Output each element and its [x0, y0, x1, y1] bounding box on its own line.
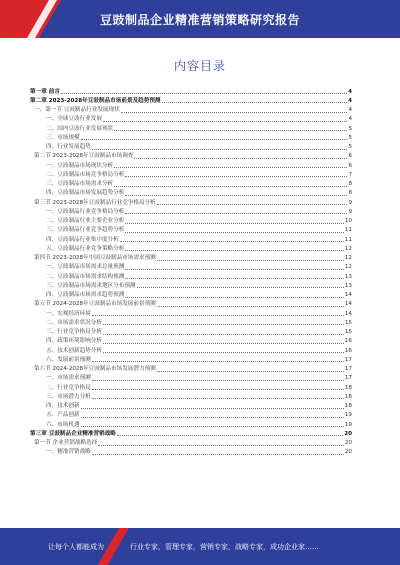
- toc-entry[interactable]: [30, 401, 352, 410]
- toc-entry-page: 20: [344, 440, 352, 447]
- footer-slogan-right: 行业专家，管理专家，营销专家，战略专家，成功企业家……: [130, 543, 319, 551]
- toc-leader-dots: [125, 223, 344, 224]
- toc-entry[interactable]: [30, 225, 352, 234]
- toc-leader-dots: [114, 167, 347, 168]
- toc-leader-dots: [103, 121, 347, 122]
- toc-entry-page: 17: [344, 356, 352, 363]
- toc-leader-dots: [162, 102, 348, 103]
- toc-entry[interactable]: [30, 290, 352, 299]
- toc-entry[interactable]: [30, 86, 352, 95]
- toc-leader-dots: [98, 445, 344, 446]
- toc-entry-page: 8: [348, 190, 352, 197]
- toc-entry-title: 第六节 2024-2028年豆豉制品市场发展潜力预测: [34, 366, 156, 373]
- toc-entry[interactable]: [30, 105, 352, 114]
- toc-entry-title: 二、行业竞争格局: [46, 384, 91, 391]
- toc-leader-dots: [117, 435, 343, 436]
- toc-leader-dots: [125, 297, 344, 298]
- toc-leader-dots: [125, 232, 344, 233]
- toc-entry-title: 第三节 2023-2028年豆豉制品行业竞争格局分析: [34, 199, 156, 206]
- toc-entry[interactable]: [30, 169, 352, 178]
- toc-entry-page: 14: [344, 310, 352, 317]
- toc-entry[interactable]: [30, 299, 352, 308]
- footer-banner: [0, 528, 400, 565]
- toc-entry-title: 三、行业竞争格局分析: [46, 329, 102, 336]
- toc-entry-title: 三、市场规模: [46, 134, 80, 141]
- report-title: 豆豉制品企业精准营销策略研究报告: [99, 13, 300, 27]
- toc-entry[interactable]: [30, 95, 352, 104]
- toc-entry-page: 16: [344, 338, 352, 345]
- toc-leader-dots: [134, 158, 347, 159]
- toc-entry[interactable]: [30, 262, 352, 271]
- toc-entry[interactable]: [30, 280, 352, 289]
- toc-entry-title: 第一节 企业营销战略选择: [34, 440, 98, 447]
- toc-entry-title: 二、豆豉制品市场需求结构预测: [46, 273, 125, 280]
- toc-leader-dots: [157, 306, 344, 307]
- toc-entry[interactable]: [30, 234, 352, 243]
- toc-entry[interactable]: [30, 391, 352, 400]
- toc-leader-dots: [61, 93, 347, 94]
- toc-entry-title: 六、发展前景预测: [46, 356, 91, 363]
- toc-leader-dots: [125, 195, 347, 196]
- toc-entry-page: 20: [344, 430, 352, 437]
- toc-leader-dots: [157, 204, 348, 205]
- toc-leader-dots: [81, 408, 344, 409]
- toc-entry-page: 18: [344, 393, 352, 400]
- toc-entry-page: 19: [344, 412, 352, 419]
- toc-entry[interactable]: [30, 336, 352, 345]
- toc-leader-dots: [103, 324, 344, 325]
- toc-entry[interactable]: [30, 206, 352, 215]
- toc-entry-title: 四、豆豉制品市场发展趋势分析: [46, 190, 125, 197]
- toc-entry[interactable]: [30, 243, 352, 252]
- toc-entry-title: 五、产品创新: [46, 412, 80, 419]
- toc-leader-dots: [157, 260, 344, 261]
- toc-entry[interactable]: [30, 114, 352, 123]
- toc-entry[interactable]: [30, 317, 352, 326]
- toc-leader-dots: [114, 186, 347, 187]
- toc-entry-page: 5: [348, 134, 352, 141]
- toc-entry-page: 14: [344, 301, 352, 308]
- toc-leader-dots: [92, 361, 344, 362]
- toc-leader-dots: [121, 112, 348, 113]
- toc-leader-dots: [92, 454, 344, 455]
- toc-leader-dots: [120, 241, 344, 242]
- toc-entry-page: 19: [344, 421, 352, 428]
- toc-entry[interactable]: [30, 123, 352, 132]
- toc-entry-page: 17: [344, 375, 352, 382]
- toc-entry-page: 5: [348, 125, 352, 132]
- toc-entry-title: 一、豆豉制品行业竞争格局分析: [46, 208, 125, 215]
- header-banner: [0, 0, 400, 38]
- toc-leader-dots: [92, 380, 344, 381]
- toc-entry-title: 四、豆豉制品行业集中度分析: [46, 236, 119, 243]
- toc-entry-title: 三、市场潜力分析: [46, 393, 91, 400]
- toc-entry[interactable]: [30, 438, 352, 447]
- toc-leader-dots: [125, 278, 344, 279]
- toc-entry-title: 一、精准营销战略: [46, 449, 91, 456]
- toc-entry[interactable]: [30, 216, 352, 225]
- toc-entry-page: 10: [344, 218, 352, 225]
- toc-leader-dots: [92, 315, 344, 316]
- toc-entry-title: 一、市场需求预测: [46, 375, 91, 382]
- toc-entry-page: 15: [344, 319, 352, 326]
- toc-leader-dots: [137, 287, 344, 288]
- toc-entry[interactable]: [30, 197, 352, 206]
- toc-entry-title: 二、市场需求状况分析: [46, 319, 102, 326]
- toc-leader-dots: [92, 398, 344, 399]
- toc-entry-title: 第二章 2023-2028年豆豉制品市场前景及趋势预测: [30, 97, 161, 104]
- toc-entry-page: 9: [348, 208, 352, 215]
- toc-entry[interactable]: [30, 382, 352, 391]
- toc-entry-page: 20: [344, 449, 352, 456]
- toc-entry[interactable]: [30, 132, 352, 141]
- toc-entry-title: 第五节 2024-2028年豆豉制品市场发展前景预测: [34, 301, 156, 308]
- toc-entry-page: 4: [348, 107, 352, 114]
- toc-entry[interactable]: [30, 160, 352, 169]
- toc-entry[interactable]: [30, 419, 352, 428]
- toc-entry[interactable]: [30, 151, 352, 160]
- toc-entry-page: 6: [348, 153, 352, 160]
- toc-entry-title: 一、第一节 豆豉制品行业发展现状: [34, 107, 120, 114]
- toc-entry-title: 四、技术创新: [46, 403, 80, 410]
- toc-entry-page: 12: [344, 245, 352, 252]
- toc-heading: 内容目录: [173, 59, 226, 73]
- toc-entry-title: 二、国内豆豉行业发展现状: [46, 125, 114, 132]
- toc-entry-page: 18: [344, 403, 352, 410]
- toc-entry-page: 4: [348, 88, 352, 95]
- toc-leader-dots: [125, 250, 344, 251]
- toc-entry-page: 7: [348, 171, 352, 178]
- toc-entry-title: 四、豆豉制品市场需求趋势预测: [46, 292, 125, 299]
- toc-entry[interactable]: [30, 253, 352, 262]
- toc-entry-title: 三、豆豉制品行业竞争趋势分析: [46, 227, 125, 234]
- toc-entry-title: 第四节 2023-2028年中国豆豉制品市场需求预测: [34, 255, 156, 262]
- toc-leader-dots: [125, 176, 347, 177]
- toc-entry[interactable]: [30, 447, 352, 456]
- toc-entry-title: 第二节 2023-2028年豆豉制品市场调查: [34, 153, 134, 160]
- toc-entry-title: 一、豆豉制品市场现状分析: [46, 162, 114, 169]
- toc-leader-dots: [103, 352, 344, 353]
- toc-entry-page: 17: [344, 366, 352, 373]
- toc-entry-page: 18: [344, 384, 352, 391]
- toc-entry-page: 9: [348, 199, 352, 206]
- toc-entry[interactable]: [30, 373, 352, 382]
- toc-entry-page: 12: [344, 255, 352, 262]
- table-of-contents: [30, 86, 352, 456]
- toc-leader-dots: [103, 343, 344, 344]
- toc-entry-title: 一、宏观经济环境: [46, 310, 91, 317]
- toc-entry[interactable]: [30, 345, 352, 354]
- toc-entry-title: 五、技术创新趋势分析: [46, 347, 102, 354]
- toc-entry[interactable]: [30, 364, 352, 373]
- toc-entry-page: 6: [348, 162, 352, 169]
- toc-entry-title: 六、市场机遇: [46, 421, 80, 428]
- toc-entry-page: 14: [344, 292, 352, 299]
- toc-entry[interactable]: [30, 142, 352, 151]
- toc-leader-dots: [157, 371, 344, 372]
- toc-entry-title: 五、豆豉制品行业竞争策略分析: [46, 245, 125, 252]
- toc-entry-page: 16: [344, 347, 352, 354]
- toc-entry-title: 一、豆豉制品市场需求总量预测: [46, 264, 125, 271]
- toc-entry[interactable]: [30, 271, 352, 280]
- toc-entry-title: 第一章 前言: [30, 88, 60, 95]
- toc-entry[interactable]: [30, 428, 352, 437]
- toc-entry-title: 二、豆豉制品行业主要企业分析: [46, 218, 125, 225]
- toc-entry-page: 4: [348, 97, 352, 104]
- toc-entry-page: 8: [348, 181, 352, 188]
- toc-leader-dots: [114, 130, 347, 131]
- toc-leader-dots: [125, 269, 344, 270]
- toc-entry-page: 15: [344, 329, 352, 336]
- toc-entry[interactable]: [30, 188, 352, 197]
- toc-entry-title: 三、豆豉制品市场需求地区分布预测: [46, 282, 136, 289]
- toc-leader-dots: [92, 389, 344, 390]
- toc-entry-title: 四、政策环境影响分析: [46, 338, 102, 345]
- toc-entry-page: 11: [344, 236, 352, 243]
- toc-entry[interactable]: [30, 179, 352, 188]
- toc-entry-title: 二、豆豉制品市场竞争格局分析: [46, 171, 125, 178]
- toc-leader-dots: [81, 417, 344, 418]
- toc-entry-page: 4: [348, 116, 352, 123]
- toc-entry-page: 13: [344, 282, 352, 289]
- toc-entry[interactable]: [30, 410, 352, 419]
- toc-entry-page: 12: [344, 264, 352, 271]
- toc-entry-page: 11: [344, 227, 352, 234]
- toc-entry-title: 三、豆豉制品市场需求分析: [46, 181, 114, 188]
- toc-leader-dots: [81, 426, 344, 427]
- toc-leader-dots: [125, 213, 347, 214]
- footer-slogan-left: 让每个人都能成为: [48, 543, 104, 551]
- toc-entry-page: 13: [344, 273, 352, 280]
- toc-entry-page: 5: [348, 144, 352, 151]
- toc-entry-title: 一、全球豆豉行业发展: [46, 116, 102, 123]
- toc-leader-dots: [81, 139, 348, 140]
- toc-entry-title: 第三章 豆豉制品企业精准营销战略: [30, 430, 116, 437]
- toc-entry[interactable]: [30, 354, 352, 363]
- toc-leader-dots: [103, 334, 344, 335]
- toc-entry[interactable]: [30, 308, 352, 317]
- toc-leader-dots: [92, 149, 348, 150]
- toc-entry[interactable]: [30, 327, 352, 336]
- toc-entry-title: 四、行业发展趋势: [46, 144, 91, 151]
